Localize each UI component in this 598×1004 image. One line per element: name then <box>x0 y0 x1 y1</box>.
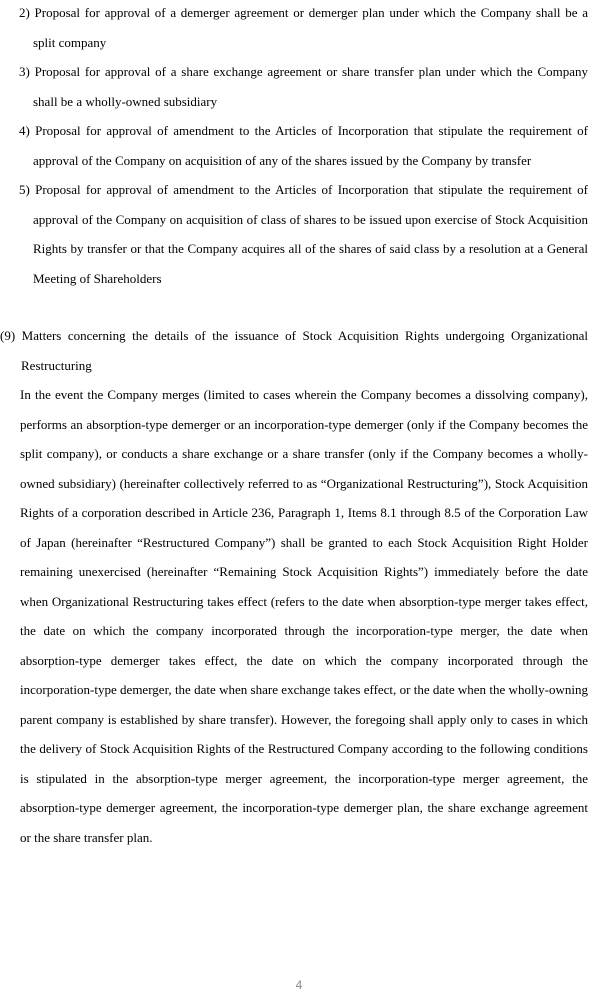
page-number: 4 <box>295 978 303 992</box>
section-heading: (9) Matters concerning the details of the issuance of Stock Acquisition Rights undergoing Organizational Restructuring <box>0 328 588 373</box>
list-item-5: 5) Proposal for approval of amendment to the Articles of Incorporation that stipulate the requirement of approval of the Company on acquisition of class of shares to be issued upon exercise of Stock Acquisition Rights by transfer or that the Company acquires all of the shares of said class by a resolution at a General Meeting of Shareholders <box>19 182 588 286</box>
list-item-2: 2) Proposal for approval of a demerger agreement or demerger plan under which the Company shall be a split company <box>19 5 588 50</box>
list-item-3: 3) Proposal for approval of a share exchange agreement or share transfer plan under which the Company shall be a wholly-owned subsidiary <box>19 64 588 109</box>
section-body-paragraph: In the event the Company merges (limited to cases wherein the Company becomes a dissolving company), performs an absorption-type demerger or an incorporation-type demerger (only if the Company becomes the split company), or conducts a share exchange or a share transfer (only if the Company becomes a wholly-owned subsidiary) (hereinafter collectively referred to as “Organizational Restructuring”), Stock Acquisition Rights of a corporation described in Article 236, Paragraph 1, Items 8.1 through 8.5 of the Corporation Law of Japan (hereinafter “Restructured Company”) shall be granted to each Stock Acquisition Right Holder remaining unexercised (hereinafter “Remaining Stock Acquisition Rights”) immediately before the date when Organizational Restructuring takes effect (refers to the date when absorption-type merger takes effect, the date on which the company incorporated through the incorporation-type merger, the date when absorption-type demerger takes effect, the date on which the company incorporated through the incorporation-type demerger, the date when share exchange takes effect, or the date when the wholly-owning parent company is established by share transfer). However, the foregoing shall apply only to cases in which the delivery of Stock Acquisition Rights of the Restructured Company according to the following conditions is stipulated in the absorption-type merger agreement, the incorporation-type merger agreement, the absorption-type demerger agreement, the incorporation-type demerger plan, the share exchange agreement or the share transfer plan. <box>20 387 588 845</box>
list-item-4: 4) Proposal for approval of amendment to the Articles of Incorporation that stipulate the requirement of approval of the Company on acquisition of any of the shares issued by the Company by transfer <box>19 123 588 168</box>
